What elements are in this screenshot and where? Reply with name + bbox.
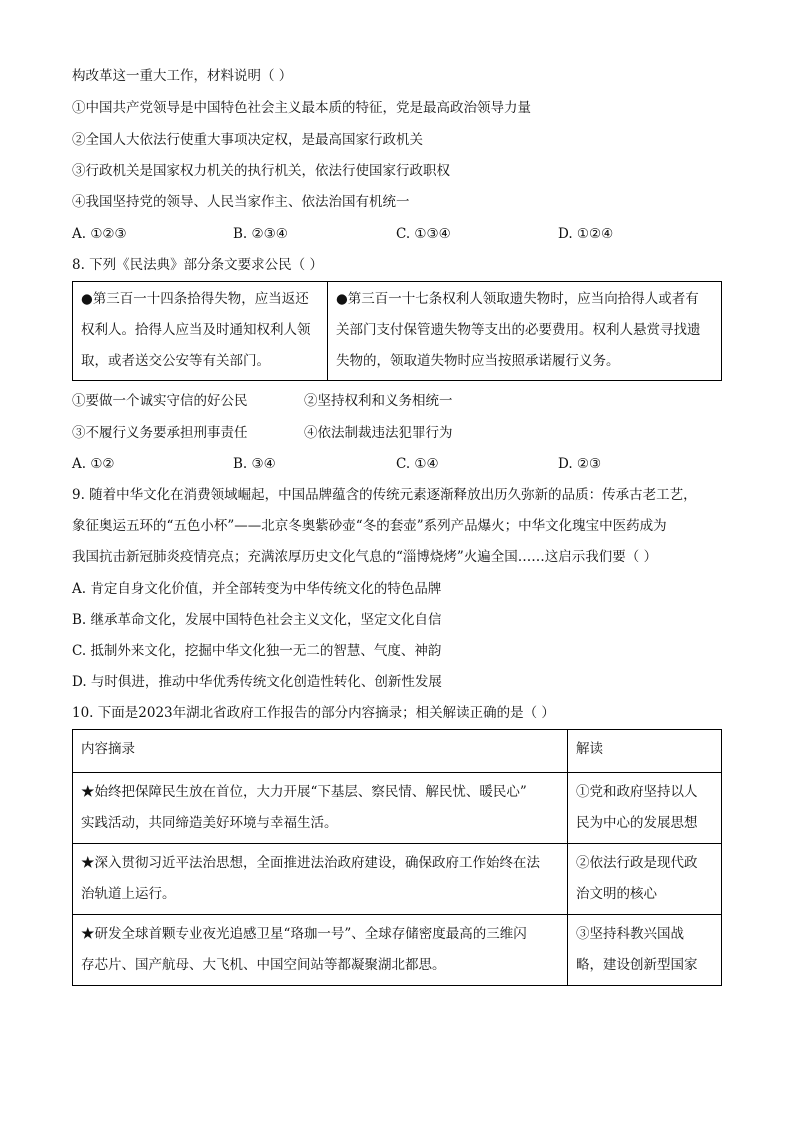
- q10-row-3-right-1: ③坚持科教兴国战: [576, 926, 684, 942]
- q9-stem-line-1: 9. 随着中华文化在消费领域崛起，中国品牌蕴含的传统元素逐渐释放出历久弥新的品质：传承古老工艺，: [72, 487, 697, 503]
- q10-row-1-content: [73, 773, 568, 844]
- q10-row-1-line-2: 实践活动，共同缔造美好环境与幸福生活。: [81, 815, 338, 831]
- q10-header-interpretation: 解读: [568, 730, 722, 773]
- q8-material-left: [73, 282, 328, 381]
- q7-option-c: C. ①③④: [396, 226, 451, 242]
- q8-right-line-3: 失物的，领取道失物时应当按照承诺履行义务。: [336, 353, 620, 369]
- q9-stem-line-2: 象征奥运五环的“五色小杯”——北京冬奥紫砂壶“冬的套壶”系列产品爆火；中华文化瑰宝中医药成为: [72, 518, 667, 534]
- q7-item-2: ②全国人大依法行使重大事项决定权，是最高国家行政机关: [72, 132, 423, 148]
- q7-option-b: B. ②③④: [233, 226, 288, 242]
- q10-row-2: [73, 844, 722, 915]
- q7-stem-tail: 构改革这一重大工作，材料说明（ ）: [72, 68, 293, 84]
- q10-row-1-interpretation: [568, 773, 722, 844]
- q8-item-1: ①要做一个诚实守信的好公民: [72, 393, 248, 409]
- q9-option-b: B. 继承革命文化，发展中国特色社会主义文化，坚定文化自信: [72, 612, 442, 628]
- q7-option-a: A. ①②③: [72, 226, 127, 242]
- q8-item-2: ②坚持权利和义务相统一: [304, 393, 453, 409]
- q10-row-1-right-2: 民为中心的发展思想: [576, 815, 698, 831]
- q8-item-3: ③不履行义务要承担刑事责任: [72, 425, 248, 441]
- q10-row-2-right-1: ②依法行政是现代政: [576, 855, 698, 871]
- q8-item-4: ④依法制裁违法犯罪行为: [304, 425, 453, 441]
- q10-row-2-line-1: ★深入贯彻习近平法治思想，全面推进法治政府建设，确保政府工作始终在法: [81, 855, 540, 871]
- q10-row-1-right-1: ①党和政府坚持以人: [576, 784, 698, 800]
- q10-header-row: [73, 730, 722, 773]
- q9-stem-line-3: 我国抗击新冠肺炎疫情亮点；充满浓厚历史文化气息的“淄博烧烤”火遍全国……这启示我们要（ ）: [72, 549, 658, 565]
- q10-stem: 10. 下面是2023年湖北省政府工作报告的部分内容摘录；相关解读正确的是（ ）: [72, 705, 555, 721]
- q10-row-3-interpretation: [568, 915, 722, 986]
- q10-row-3-right-2: 略，建设创新型国家: [576, 957, 698, 973]
- q9-option-d: D. 与时俱进，推动中华优秀传统文化创造性转化、创新性发展: [72, 674, 442, 690]
- q8-left-line-1: ●第三百一十四条拾得失物，应当返还: [81, 291, 309, 307]
- q10-row-2-interpretation: [568, 844, 722, 915]
- q7-item-3: ③行政机关是国家权力机关的执行机关，依法行使国家行政职权: [72, 163, 450, 179]
- q10-row-1: [73, 773, 722, 844]
- q10-row-2-line-2: 治轨道上运行。: [81, 886, 176, 902]
- q8-left-line-2: 权利人。拾得人应当及时通知权利人领: [81, 322, 311, 338]
- q10-row-3: [73, 915, 722, 986]
- q8-material-table: [72, 281, 722, 381]
- q7-option-d: D. ①②④: [558, 226, 614, 242]
- q10-header-content: 内容摘录: [73, 730, 568, 773]
- q10-row-3-line-2: 存芯片、国产航母、大飞机、中国空间站等都凝聚湖北都思。: [81, 957, 446, 973]
- q9-option-c: C. 抵制外来文化，挖掘中华文化独一无二的智慧、气度、神韵: [72, 643, 442, 659]
- q8-option-d: D. ②③: [558, 456, 602, 472]
- q10-row-2-content: [73, 844, 568, 915]
- q10-row-3-content: [73, 915, 568, 986]
- q8-option-a: A. ①②: [72, 456, 115, 472]
- q10-row-2-right-2: 治文明的核心: [576, 886, 657, 902]
- q10-row-3-line-1: ★研发全球首颗专业夜光追感卫星“珞珈一号”、全球存储密度最高的三维闪: [81, 926, 527, 942]
- q10-table: [72, 729, 722, 986]
- q8-left-line-3: 取，或者送交公安等有关部门。: [81, 353, 270, 369]
- q8-option-c: C. ①④: [396, 456, 439, 472]
- q7-item-4: ④我国坚持党的领导、人民当家作主、依法治国有机统一: [72, 194, 410, 210]
- q8-option-b: B. ③④: [233, 456, 276, 472]
- q8-right-line-2: 关部门支付保管遗失物等支出的必要费用。权利人悬赏寻找遗: [336, 322, 701, 338]
- q8-stem: 8. 下列《民法典》部分条文要求公民（ ）: [72, 257, 323, 273]
- q9-option-a: A. 肯定自身文化价值，并全部转变为中华传统文化的特色品牌: [72, 581, 442, 597]
- q7-item-1: ①中国共产党领导是中国特色社会主义最本质的特征，党是最高政治领导力量: [72, 100, 531, 116]
- q8-material-right: [328, 282, 722, 381]
- q8-right-line-1: ●第三百一十七条权利人领取遗失物时，应当向拾得人或者有: [336, 291, 699, 307]
- q10-row-1-line-1: ★始终把保障民生放在首位，大力开展“下基层、察民情、解民忧、暖民心”: [81, 784, 527, 800]
